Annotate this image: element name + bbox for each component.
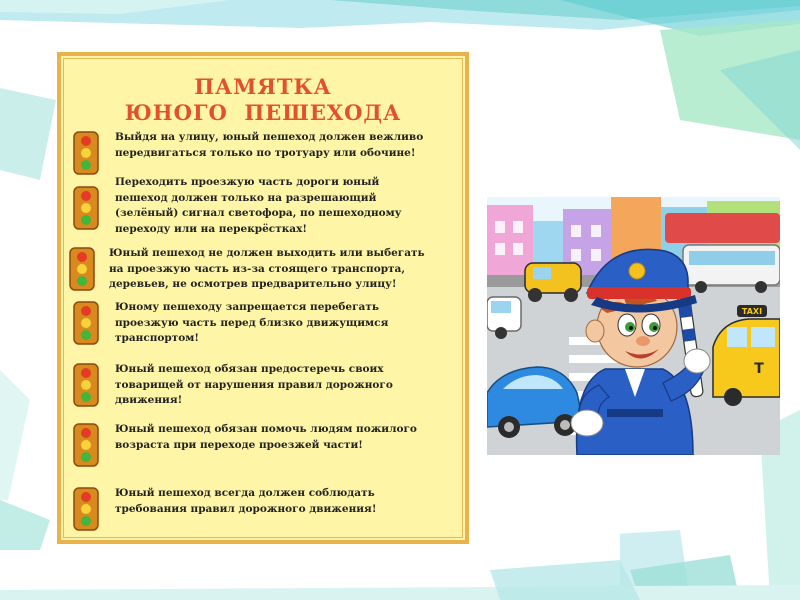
rule-text: Переходить проезжую часть дороги юный пешеход должен только на разрешающий (зелёный) сигнал светофора, по пешеходному переходу или на перекрёстках! <box>115 176 402 235</box>
memo-poster <box>57 52 469 544</box>
rule-text: Выйдя на улицу, юный пешеход должен вежливо передвигаться только по тротуару или обочине! <box>115 131 424 159</box>
svg-text:T: T <box>754 361 764 377</box>
memo-title <box>61 74 465 126</box>
rule-item <box>71 300 455 347</box>
rule-item <box>71 422 455 453</box>
slide-decoration-left <box>0 70 60 550</box>
traffic-light-icon <box>71 185 101 231</box>
rule-text: Юный пешеход не должен выходить или выбегать на проезжую часть из-за стоящего транспорта, деревьев, не осмотрев предварительно улицу! <box>109 247 425 290</box>
rule-text: Юному пешеходу запрещается перебегать проезжую часть перед близко движущимся транспортом! <box>115 301 389 344</box>
rule-text: Юный пешеход обязан помочь людям пожилого возраста при переходе проезжей части! <box>115 423 417 451</box>
svg-text:TAXI: TAXI <box>741 307 763 316</box>
traffic-officer-illustration <box>487 197 780 455</box>
traffic-light-icon <box>71 486 101 532</box>
rule-item <box>71 175 455 237</box>
memo-title-line1: ПАМЯТКА <box>194 74 332 99</box>
rule-item <box>71 246 455 293</box>
traffic-light-icon <box>67 246 97 292</box>
memo-title-line2: ЮНОГО ПЕШЕХОДА <box>124 100 402 125</box>
rule-item <box>71 362 455 409</box>
slide-decoration-bottom <box>0 560 800 600</box>
traffic-light-icon <box>71 130 101 176</box>
rule-item <box>71 486 455 517</box>
traffic-light-icon <box>71 422 101 468</box>
rule-text: Юный пешеход обязан предостеречь своих товарищей от нарушения правил дорожного движения! <box>115 363 393 406</box>
traffic-light-icon <box>71 300 101 346</box>
rule-text: Юный пешеход всегда должен соблюдать требования правил дорожного движения! <box>115 487 377 515</box>
traffic-light-icon <box>71 362 101 408</box>
rule-item <box>71 130 455 161</box>
